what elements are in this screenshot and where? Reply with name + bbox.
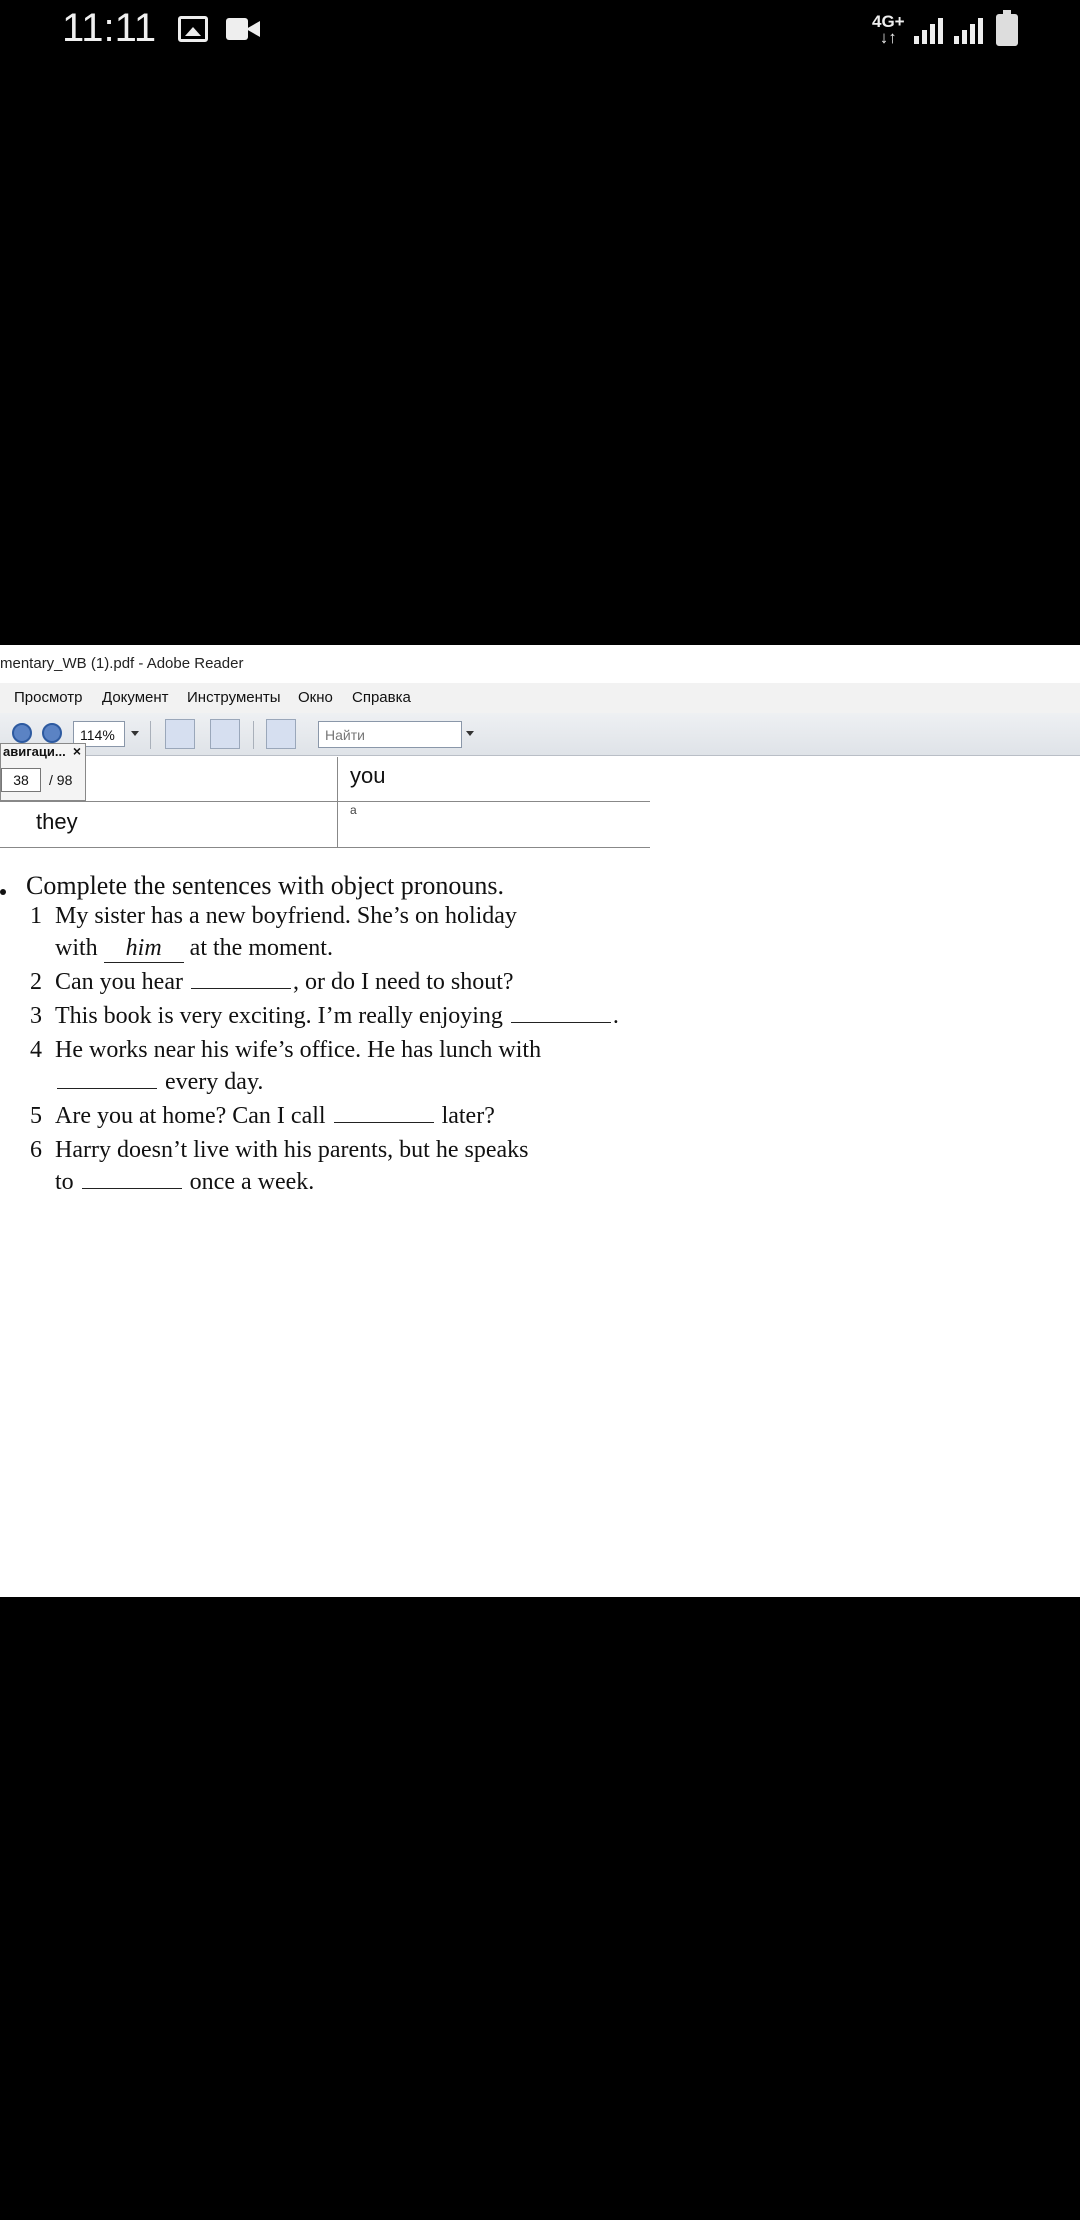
toolbar xyxy=(0,713,1080,756)
zoom-dropdown-icon[interactable] xyxy=(131,731,139,736)
network-type: 4G+ xyxy=(872,12,905,31)
answer-blank[interactable] xyxy=(511,1021,611,1023)
signal-icon-2 xyxy=(954,14,984,44)
sentence-text-cont: every day. xyxy=(55,1069,263,1096)
page-number-input[interactable]: 38 xyxy=(1,768,41,792)
answer-blank[interactable] xyxy=(334,1121,434,1123)
fit-width-icon[interactable] xyxy=(165,719,195,749)
exercise-heading: Complete the sentences with object pronouns. xyxy=(26,871,505,900)
find-input[interactable]: Найти xyxy=(318,721,462,748)
sentence-text: He works near his wife’s office. He has lunch with xyxy=(55,1037,542,1063)
sentence-text: This book is very exciting. I’m really enjoying . xyxy=(55,1003,619,1029)
table-cell: you xyxy=(350,763,386,788)
gallery-icon xyxy=(178,16,208,42)
sentence-number: 2 xyxy=(30,969,42,995)
answer-example: him xyxy=(104,935,184,963)
menu-document[interactable]: Документ xyxy=(102,689,169,706)
battery-icon xyxy=(996,14,1018,46)
fit-page-icon[interactable] xyxy=(210,719,240,749)
sentence-text: Are you at home? Can I call later? xyxy=(55,1103,495,1129)
network-indicator xyxy=(872,14,905,46)
zoom-out-icon[interactable] xyxy=(12,723,32,743)
window-title: mentary_WB (1).pdf - Adobe Reader xyxy=(0,655,244,672)
zoom-in-icon[interactable] xyxy=(42,723,62,743)
document-page[interactable] xyxy=(0,757,1080,1563)
menu-window[interactable]: Окно xyxy=(298,689,333,706)
close-icon[interactable]: × xyxy=(72,743,81,759)
table-row xyxy=(0,757,650,802)
table-row xyxy=(0,801,650,848)
sentence-number: 5 xyxy=(30,1103,42,1129)
window-titlebar xyxy=(0,645,1080,683)
sentence-text: Harry doesn’t live with his parents, but he speaks xyxy=(55,1137,529,1163)
zoom-level-field[interactable]: 114% xyxy=(73,721,125,747)
sentence-number: 3 xyxy=(30,1003,42,1029)
menu-tools[interactable]: Инструменты xyxy=(187,689,281,706)
answer-blank[interactable] xyxy=(191,987,291,989)
clock: 11:11 xyxy=(62,6,157,50)
signal-icon xyxy=(914,14,944,44)
menu-bar xyxy=(0,683,1080,714)
sentence-number: 6 xyxy=(30,1137,42,1163)
table-cell: a xyxy=(350,803,357,817)
table-cell: they xyxy=(36,809,78,834)
toolbar-separator xyxy=(253,721,254,749)
sentence-text: My sister has a new boyfriend. She’s on holiday xyxy=(55,903,517,929)
sentence-text-cont: with him at the moment. xyxy=(55,935,333,961)
answer-blank[interactable] xyxy=(82,1187,182,1189)
menu-view[interactable]: Просмотр xyxy=(14,689,83,706)
navigation-panel xyxy=(0,743,86,801)
find-dropdown-icon[interactable] xyxy=(466,731,474,736)
exercise-bullet xyxy=(0,889,6,895)
read-mode-icon[interactable] xyxy=(266,719,296,749)
navigation-panel-title: авигаци... xyxy=(3,744,66,759)
toolbar-separator xyxy=(150,721,151,749)
page-total: / 98 xyxy=(49,772,73,788)
sentence-text-cont: to once a week. xyxy=(55,1169,315,1195)
menu-help[interactable]: Справка xyxy=(352,689,411,706)
sentence-number: 1 xyxy=(30,903,42,929)
status-bar xyxy=(0,0,1080,64)
network-arrows: ↓↑ xyxy=(879,28,897,47)
video-camera-icon xyxy=(226,16,260,40)
sentence-number: 4 xyxy=(30,1037,42,1063)
desktop-screenshot xyxy=(0,645,1080,1597)
sentence-text: Can you hear , or do I need to shout? xyxy=(55,969,514,995)
table-divider xyxy=(337,757,338,847)
answer-blank[interactable] xyxy=(57,1087,157,1089)
